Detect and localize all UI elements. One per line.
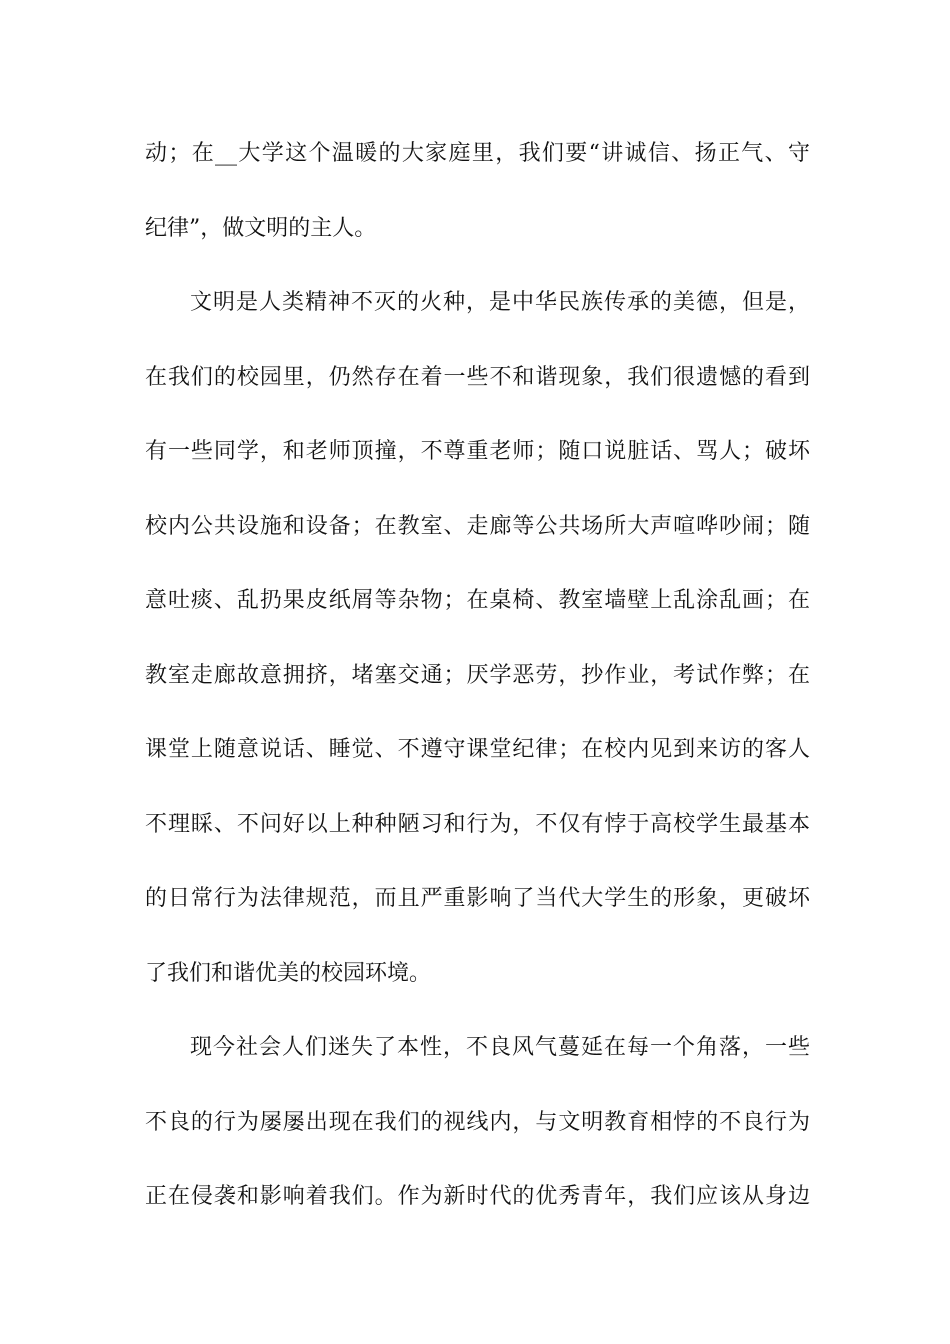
text-line: 不理睬、不问好以上种种陋习和行为，不仅有悖于高校学生最基本 [145,812,810,837]
text-line: 动；在__大学这个温暖的大家庭里，我们要“讲诚信、扬正气、守 [145,141,810,166]
text-line: 纪律”，做文明的主人。 [145,216,377,241]
text-line: 的日常行为法律规范，而且严重影响了当代大学生的形象，更破坏 [145,886,810,911]
text-line: 正在侵袭和影响着我们。作为新时代的优秀青年，我们应该从身边 [145,1184,810,1209]
text-line: 校内公共设施和设备；在教室、走廊等公共场所大声喧哗吵闹；随 [145,514,810,539]
text-line: 有一些同学，和老师顶撞，不尊重老师；随口说脏话、骂人；破坏 [145,439,810,464]
paragraph-first-line: 文明是人类精神不灭的火种，是中华民族传承的美德，但是， [190,290,810,315]
paragraph-first-line: 现今社会人们迷失了本性，不良风气蔓延在每一个角落，一些 [190,1035,810,1060]
text-line: 不良的行为屡屡出现在我们的视线内，与文明教育相悖的不良行为 [145,1110,810,1135]
text-line: 意吐痰、乱扔果皮纸屑等杂物；在桌椅、教室墙壁上乱涂乱画；在 [145,588,810,613]
text-line: 了我们和谐优美的校园环境。 [145,961,432,986]
text-line: 教室走廊故意拥挤，堵塞交通；厌学恶劳，抄作业，考试作弊；在 [145,663,810,688]
text-line: 课堂上随意说话、睡觉、不遵守课堂纪律；在校内见到来访的客人 [145,737,810,762]
text-line: 在我们的校园里，仍然存在着一些不和谐现象，我们很遗憾的看到 [145,365,810,390]
